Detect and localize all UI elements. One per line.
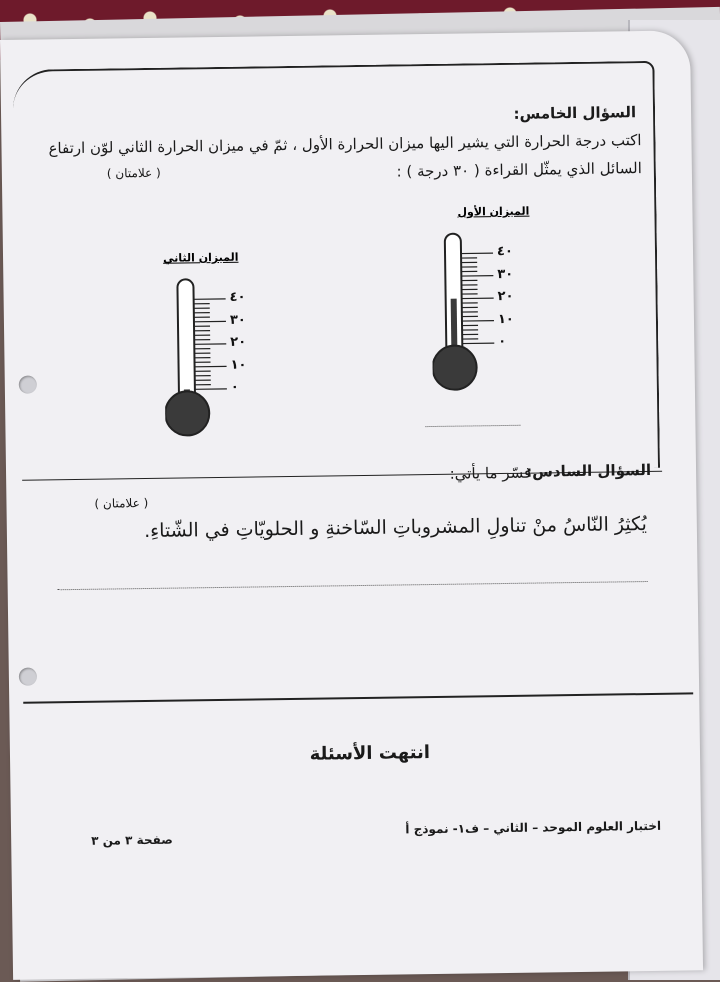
t2-scale-label: ٤٠ <box>230 290 246 305</box>
thermometer1-label: الميزان الأول <box>457 205 529 219</box>
t1-scale-label: ٣٠ <box>497 266 513 281</box>
thermometer1-ticks <box>461 253 494 343</box>
question5-heading: السؤال الخامس: <box>513 103 636 123</box>
thermometer2-bulb <box>165 391 210 436</box>
question6-sentence: يُكثِرُ النّاسُ منْ تناولِ المشروباتِ السّاخنةِ و الحلويّاتِ في الشّتاءِ. <box>144 513 647 542</box>
t2-scale-label: ١٠ <box>230 357 246 372</box>
t1-scale-label: ١٠ <box>498 311 514 326</box>
t1-scale-label: ٠ <box>498 334 506 349</box>
t2-scale-label: ٣٠ <box>230 312 246 327</box>
t2-scale-label: ٠ <box>231 380 239 395</box>
question6-heading: السؤال السادس: <box>526 461 651 481</box>
question5-line1: اكتب درجة الحرارة التي يشير اليها ميزان الحرارة الأول ، ثمّ في ميزان الحرارة الثاني لوّن ارتفاع <box>41 131 641 157</box>
thermometer2-ticks <box>194 299 227 389</box>
question6-instruction: فسّر ما يأتي: <box>450 464 532 483</box>
question-frame <box>12 61 660 477</box>
t1-scale-label: ٤٠ <box>497 244 513 259</box>
question6-answer-line[interactable] <box>58 581 648 590</box>
thermometer2-tube <box>177 279 195 399</box>
section-divider-2 <box>23 692 693 703</box>
footer-exam-name: اختبار العلوم الموحد – الثاني – ف١- نموذج أ <box>405 819 661 837</box>
question5-marks: ( علامتان ) <box>107 166 161 181</box>
t1-scale-label: ٢٠ <box>498 289 514 304</box>
binder-hole-bottom <box>19 668 37 686</box>
end-of-questions: انتهت الأسئلة <box>309 742 430 765</box>
question5-line2: السائل الذي يمثّل القراءة ( ٣٠ درجة ) : <box>42 159 642 185</box>
question6-marks: ( علامتان ) <box>94 496 148 511</box>
exam-page <box>0 30 703 980</box>
footer-page-number: صفحة ٣ من ٣ <box>91 833 173 848</box>
thermometer2-label: الميزان الثاني <box>163 251 239 265</box>
thermometer1-bulb <box>432 345 477 390</box>
t2-scale-label: ٢٠ <box>230 335 246 350</box>
